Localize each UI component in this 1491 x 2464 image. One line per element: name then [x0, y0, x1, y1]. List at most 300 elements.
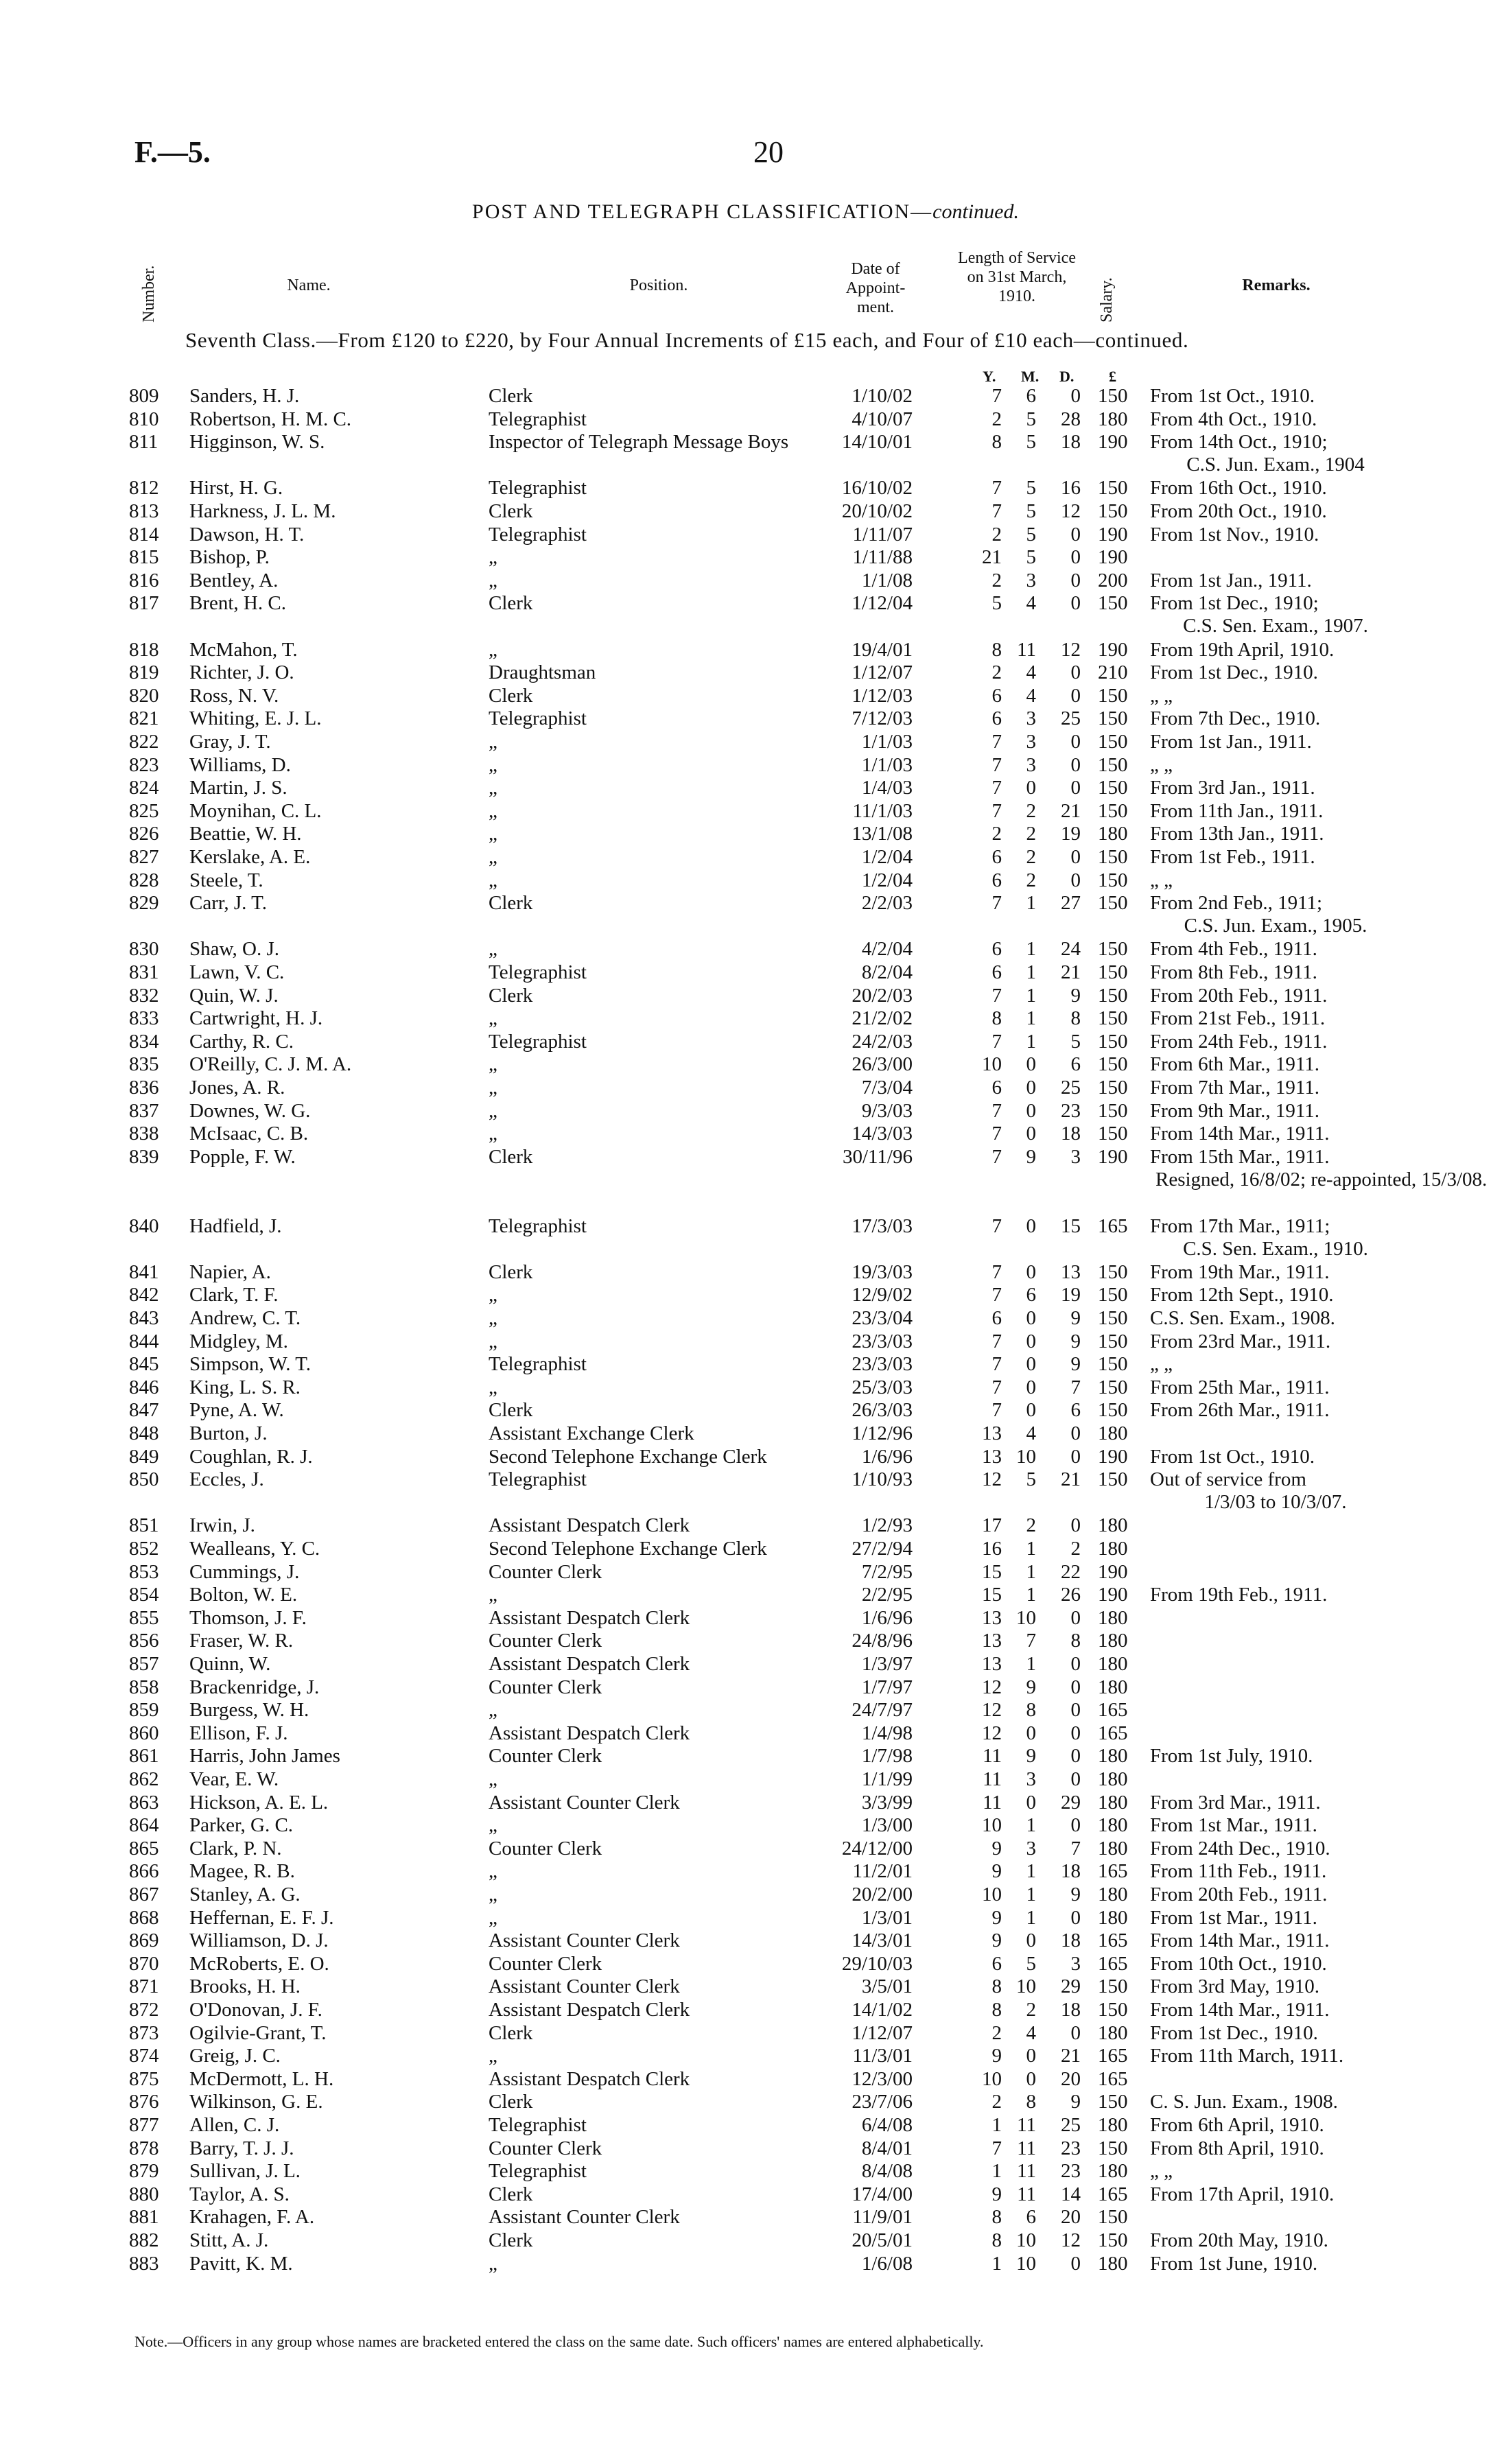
row-days: 0	[1070, 385, 1081, 407]
row-name: Jones, A. R.	[189, 1077, 285, 1099]
row-number: 840	[129, 1215, 159, 1237]
row-remarks: From 3rd Mar., 1911.	[1150, 1792, 1321, 1814]
row-days: 0	[1070, 592, 1081, 614]
row-remarks: From 11th Jan., 1911.	[1150, 800, 1324, 822]
row-remarks: Out of service from	[1150, 1468, 1306, 1490]
row-months: 2	[1026, 1514, 1036, 1536]
row-salary: 150	[1098, 385, 1128, 407]
row-days: 3	[1070, 1146, 1081, 1168]
row-date: 1/10/93	[852, 1468, 913, 1490]
row-salary: 165	[1098, 1953, 1128, 1975]
row-salary: 165	[1098, 1699, 1128, 1721]
row-date: 1/12/04	[852, 592, 913, 614]
row-salary: 190	[1098, 1146, 1128, 1168]
row-months: 5	[1026, 431, 1036, 453]
row-number: 836	[129, 1077, 159, 1099]
row-position: „	[489, 1100, 497, 1122]
row-years: 7	[991, 731, 1002, 753]
row-salary: 180	[1098, 1838, 1128, 1859]
row-name: Sanders, H. J.	[189, 385, 300, 407]
row-days: 8	[1070, 1630, 1081, 1652]
row-date: 8/2/04	[861, 961, 913, 983]
row-years: 8	[991, 1007, 1002, 1029]
row-date: 20/2/03	[852, 985, 913, 1007]
header-position: Position.	[629, 277, 688, 294]
row-number: 852	[129, 1538, 159, 1560]
row-years: 6	[991, 707, 1002, 729]
row-date: 19/3/03	[852, 1261, 913, 1283]
row-years: 2	[991, 408, 1002, 430]
row-salary: 150	[1098, 1307, 1128, 1329]
row-salary: 180	[1098, 1653, 1128, 1675]
row-days: 8	[1070, 1007, 1081, 1029]
row-months: 1	[1026, 1860, 1036, 1882]
row-salary: 150	[1098, 500, 1128, 522]
row-days: 26	[1061, 1584, 1081, 1606]
row-months: 6	[1026, 1284, 1036, 1306]
row-remarks: From 20th May, 1910.	[1150, 2229, 1328, 2251]
row-salary: 150	[1098, 1330, 1128, 1352]
row-days: 22	[1061, 1561, 1081, 1583]
row-months: 11	[1017, 639, 1036, 661]
row-remarks-continued: C.S. Jun. Exam., 1905.	[1184, 915, 1367, 937]
row-date: 12/9/02	[852, 1284, 913, 1306]
row-date: 11/2/01	[852, 1860, 913, 1882]
row-name: Lawn, V. C.	[189, 961, 285, 983]
row-months: 0	[1026, 1330, 1036, 1352]
row-years: 6	[991, 938, 1002, 960]
row-years: 6	[991, 1307, 1002, 1329]
row-years: 7	[991, 985, 1002, 1007]
row-number: 855	[129, 1607, 159, 1629]
row-remarks: From 1st Jan., 1911.	[1150, 570, 1312, 591]
row-position: Assistant Exchange Clerk	[489, 1422, 694, 1444]
row-position: Telegraphist	[489, 524, 587, 545]
row-salary: 180	[1098, 1768, 1128, 1790]
row-number: 878	[129, 2137, 159, 2159]
row-years: 2	[991, 2022, 1002, 2044]
row-date: 1/2/04	[861, 846, 913, 868]
row-years: 7	[991, 1100, 1002, 1122]
row-years: 9	[991, 1907, 1002, 1929]
row-salary: 150	[1098, 846, 1128, 868]
row-salary: 180	[1098, 1630, 1128, 1652]
row-months: 5	[1026, 1953, 1036, 1975]
row-date: 1/4/03	[861, 777, 913, 799]
row-name: Ellison, F. J.	[189, 1722, 288, 1744]
row-salary: 150	[1098, 1031, 1128, 1053]
row-position: „	[489, 1007, 497, 1029]
row-months: 9	[1026, 1745, 1036, 1767]
row-remarks-continued: C.S. Sen. Exam., 1907.	[1183, 615, 1368, 637]
unit-pound: £	[1109, 368, 1116, 385]
row-years: 7	[991, 1376, 1002, 1398]
row-years: 7	[991, 1146, 1002, 1168]
row-remarks: From 24th Feb., 1911.	[1150, 1031, 1328, 1053]
row-months: 0	[1026, 1261, 1036, 1283]
row-position: „	[489, 1584, 497, 1606]
row-name: Kerslake, A. E.	[189, 846, 311, 868]
row-days: 15	[1061, 1215, 1081, 1237]
row-salary: 180	[1098, 1422, 1128, 1444]
row-years: 7	[991, 1330, 1002, 1352]
row-remarks: C. S. Jun. Exam., 1908.	[1150, 2091, 1338, 2113]
row-months: 0	[1026, 1100, 1036, 1122]
row-position: „	[489, 546, 497, 568]
row-days: 18	[1061, 431, 1081, 453]
row-date: 2/2/95	[861, 1584, 913, 1606]
row-months: 1	[1026, 961, 1036, 983]
header-service: Length of Service on 31st March, 1910.	[958, 249, 1076, 305]
row-salary: 180	[1098, 1792, 1128, 1814]
row-salary: 180	[1098, 823, 1128, 845]
row-remarks: From 1st June, 1910.	[1150, 2253, 1318, 2275]
row-position: Clerk	[489, 2183, 533, 2205]
row-position: Clerk	[489, 500, 533, 522]
table-row	[0, 1468, 1491, 1514]
row-days: 0	[1070, 1699, 1081, 1721]
row-name: Stitt, A. J.	[189, 2229, 269, 2251]
row-position: „	[489, 823, 497, 845]
row-position: Counter Clerk	[489, 1953, 602, 1975]
row-position: Clerk	[489, 1146, 533, 1168]
row-position: „	[489, 1768, 497, 1790]
row-months: 1	[1026, 892, 1036, 914]
row-position: „	[489, 2045, 497, 2067]
row-date: 11/9/01	[852, 2206, 913, 2228]
row-salary: 150	[1098, 938, 1128, 960]
row-date: 9/3/03	[861, 1100, 913, 1122]
row-name: Irwin, J.	[189, 1514, 255, 1536]
row-name: Cummings, J.	[189, 1561, 300, 1583]
row-years: 6	[991, 685, 1002, 707]
row-date: 1/1/03	[861, 754, 913, 776]
row-months: 0	[1026, 2068, 1036, 2090]
row-name: Hirst, H. G.	[189, 477, 283, 499]
row-years: 7	[991, 1399, 1002, 1421]
row-remarks: From 16th Oct., 1910.	[1150, 477, 1327, 499]
row-months: 6	[1026, 2206, 1036, 2228]
row-number: 882	[129, 2229, 159, 2251]
row-position: „	[489, 1330, 497, 1352]
row-remarks: From 1st Oct., 1910.	[1150, 385, 1315, 407]
row-salary: 150	[1098, 1399, 1128, 1421]
row-remarks: From 1st Feb., 1911.	[1150, 846, 1315, 868]
row-salary: 150	[1098, 2206, 1128, 2228]
header-remarks: Remarks.	[1242, 277, 1311, 294]
row-days: 12	[1061, 639, 1081, 661]
row-days: 9	[1070, 1884, 1081, 1905]
row-remarks: From 1st July, 1910.	[1150, 1745, 1313, 1767]
row-remarks: „ „	[1150, 2160, 1173, 2182]
row-number: 847	[129, 1399, 159, 1421]
row-position: Clerk	[489, 2022, 533, 2044]
row-months: 11	[1017, 2183, 1036, 2205]
title-continued: continued.	[932, 200, 1019, 223]
row-name: Dawson, H. T.	[189, 524, 305, 545]
row-remarks: From 4th Oct., 1910.	[1150, 408, 1317, 430]
row-days: 19	[1061, 1284, 1081, 1306]
row-position: Assistant Despatch Clerk	[489, 1722, 690, 1744]
row-date: 1/11/07	[852, 524, 913, 545]
row-number: 857	[129, 1653, 159, 1675]
row-days: 0	[1070, 869, 1081, 891]
row-position: „	[489, 1814, 497, 1836]
row-remarks: „ „	[1150, 869, 1173, 891]
row-days: 7	[1070, 1376, 1081, 1398]
row-remarks: From 1st Oct., 1910.	[1150, 1446, 1315, 1468]
row-years: 8	[991, 1975, 1002, 1997]
row-date: 1/1/99	[861, 1768, 913, 1790]
row-date: 1/6/96	[861, 1446, 913, 1468]
row-salary: 190	[1098, 524, 1128, 545]
row-months: 10	[1016, 2253, 1036, 2275]
row-remarks-continued: C.S. Jun. Exam., 1904	[1186, 454, 1365, 476]
row-number: 844	[129, 1330, 159, 1352]
row-name: McRoberts, E. O.	[189, 1953, 329, 1975]
row-years: 13	[982, 1446, 1002, 1468]
row-days: 0	[1070, 1653, 1081, 1675]
row-number: 809	[129, 385, 159, 407]
row-salary: 150	[1098, 731, 1128, 753]
row-days: 6	[1070, 1399, 1081, 1421]
row-years: 21	[982, 546, 1002, 568]
row-remarks: From 26th Mar., 1911.	[1150, 1399, 1330, 1421]
row-months: 10	[1016, 2229, 1036, 2251]
row-years: 8	[991, 2229, 1002, 2251]
row-months: 2	[1026, 1999, 1036, 2021]
row-salary: 150	[1098, 1284, 1128, 1306]
row-position: Assistant Counter Clerk	[489, 1792, 680, 1814]
row-months: 2	[1026, 800, 1036, 822]
row-salary: 180	[1098, 1814, 1128, 1836]
row-remarks: From 13th Jan., 1911.	[1150, 823, 1324, 845]
row-name: Harkness, J. L. M.	[189, 500, 336, 522]
row-months: 2	[1026, 846, 1036, 868]
row-number: 814	[129, 524, 159, 545]
row-number: 819	[129, 661, 159, 683]
row-months: 5	[1026, 524, 1036, 545]
row-date: 13/1/08	[852, 823, 913, 845]
row-number: 822	[129, 731, 159, 753]
row-number: 879	[129, 2160, 159, 2182]
row-remarks: „ „	[1150, 685, 1173, 707]
row-date: 23/7/06	[852, 2091, 913, 2113]
row-position: Assistant Despatch Clerk	[489, 1653, 690, 1675]
row-months: 2	[1026, 869, 1036, 891]
row-years: 6	[991, 1077, 1002, 1099]
row-salary: 180	[1098, 1907, 1128, 1929]
row-name: Ogilvie-Grant, T.	[189, 2022, 327, 2044]
row-years: 12	[982, 1468, 1002, 1490]
row-number: 865	[129, 1838, 159, 1859]
row-date: 26/3/03	[852, 1399, 913, 1421]
row-days: 21	[1061, 1468, 1081, 1490]
row-years: 2	[991, 823, 1002, 845]
row-salary: 200	[1098, 570, 1128, 591]
row-salary: 165	[1098, 2183, 1128, 2205]
row-months: 0	[1026, 2045, 1036, 2067]
row-date: 7/2/95	[861, 1561, 913, 1583]
row-date: 23/3/03	[852, 1353, 913, 1375]
row-years: 10	[982, 1884, 1002, 1905]
row-position: Clerk	[489, 1399, 533, 1421]
row-days: 0	[1070, 1768, 1081, 1790]
row-number: 860	[129, 1722, 159, 1744]
row-months: 1	[1026, 938, 1036, 960]
row-name: Taylor, A. S.	[189, 2183, 290, 2205]
row-number: 820	[129, 685, 159, 707]
row-date: 20/2/00	[852, 1884, 913, 1905]
row-name: Clark, T. F.	[189, 1284, 279, 1306]
row-name: Andrew, C. T.	[189, 1307, 301, 1329]
row-days: 21	[1061, 961, 1081, 983]
row-number: 828	[129, 869, 159, 891]
row-years: 7	[991, 1031, 1002, 1053]
row-position: Assistant Despatch Clerk	[489, 2068, 690, 2090]
row-number: 830	[129, 938, 159, 960]
row-name: Steele, T.	[189, 869, 263, 891]
row-remarks: From 1st Mar., 1911.	[1150, 1907, 1317, 1929]
row-date: 23/3/03	[852, 1330, 913, 1352]
row-days: 18	[1061, 1123, 1081, 1145]
row-months: 5	[1026, 408, 1036, 430]
row-salary: 150	[1098, 1053, 1128, 1075]
row-remarks: From 20th Oct., 1910.	[1150, 500, 1327, 522]
row-months: 6	[1026, 385, 1036, 407]
row-salary: 150	[1098, 1077, 1128, 1099]
row-position: Draughtsman	[489, 661, 596, 683]
row-salary: 150	[1098, 1007, 1128, 1029]
row-days: 9	[1070, 1353, 1081, 1375]
row-name: Williamson, D. J.	[189, 1929, 329, 1951]
page-identifier: F.—5.	[134, 135, 211, 169]
row-date: 2/2/03	[861, 892, 913, 914]
row-months: 10	[1016, 1975, 1036, 1997]
row-days: 28	[1061, 408, 1081, 430]
header-number: Number.	[140, 265, 158, 322]
row-days: 0	[1070, 1514, 1081, 1536]
row-date: 12/3/00	[852, 2068, 913, 2090]
row-salary: 165	[1098, 1215, 1128, 1237]
row-position: Counter Clerk	[489, 1676, 602, 1698]
row-date: 20/10/02	[841, 500, 913, 522]
row-number: 842	[129, 1284, 159, 1306]
row-salary: 165	[1098, 1722, 1128, 1744]
row-months: 1	[1026, 1884, 1036, 1905]
row-date: 3/3/99	[861, 1792, 913, 1814]
row-days: 18	[1061, 1929, 1081, 1951]
row-number: 811	[129, 431, 159, 453]
row-days: 0	[1070, 1814, 1081, 1836]
row-name: Sullivan, J. L.	[189, 2160, 301, 2182]
row-number: 825	[129, 800, 159, 822]
row-name: Bishop, P.	[189, 546, 270, 568]
row-remarks: From 19th April, 1910.	[1150, 639, 1335, 661]
row-days: 9	[1070, 2091, 1081, 2113]
row-date: 1/3/00	[861, 1814, 913, 1836]
page-number: 20	[753, 135, 784, 169]
row-salary: 150	[1098, 869, 1128, 891]
row-years: 6	[991, 1953, 1002, 1975]
row-number: 859	[129, 1699, 159, 1721]
row-months: 9	[1026, 1146, 1036, 1168]
row-days: 23	[1061, 2160, 1081, 2182]
row-date: 30/11/96	[842, 1146, 913, 1168]
row-months: 0	[1026, 1123, 1036, 1145]
row-number: 876	[129, 2091, 159, 2113]
row-months: 5	[1026, 1468, 1036, 1490]
row-days: 7	[1070, 1838, 1081, 1859]
row-days: 25	[1061, 2114, 1081, 2136]
row-months: 4	[1026, 592, 1036, 614]
row-name: Stanley, A. G.	[189, 1884, 301, 1905]
row-remarks: From 21st Feb., 1911.	[1150, 1007, 1326, 1029]
row-name: Krahagen, F. A.	[189, 2206, 315, 2228]
row-position: Counter Clerk	[489, 1838, 602, 1859]
row-months: 4	[1026, 1422, 1036, 1444]
row-position: „	[489, 1307, 497, 1329]
row-days: 24	[1061, 938, 1081, 960]
row-position: Telegraphist	[489, 477, 587, 499]
unit-months: M.	[1021, 368, 1040, 385]
row-number: 845	[129, 1353, 159, 1375]
row-number: 815	[129, 546, 159, 568]
row-position: Clerk	[489, 2091, 533, 2113]
row-position: Second Telephone Exchange Clerk	[489, 1446, 767, 1468]
row-years: 9	[991, 2183, 1002, 2205]
table-row	[0, 2253, 1491, 2298]
row-name: McMahon, T.	[189, 639, 298, 661]
row-position: „	[489, 570, 497, 591]
row-name: Robertson, H. M. C.	[189, 408, 352, 430]
row-years: 7	[991, 477, 1002, 499]
row-salary: 165	[1098, 2068, 1128, 2090]
row-months: 4	[1026, 2022, 1036, 2044]
row-name: Downes, W. G.	[189, 1100, 311, 1122]
row-date: 1/11/88	[852, 546, 913, 568]
row-months: 0	[1026, 777, 1036, 799]
row-years: 10	[982, 1053, 1002, 1075]
row-months: 5	[1026, 477, 1036, 499]
row-position: Assistant Counter Clerk	[489, 1975, 680, 1997]
row-position: Clerk	[489, 985, 533, 1007]
row-date: 1/7/97	[861, 1676, 913, 1698]
row-name: Hickson, A. E. L.	[189, 1792, 329, 1814]
row-days: 18	[1061, 1999, 1081, 2021]
row-years: 6	[991, 846, 1002, 868]
row-number: 810	[129, 408, 159, 430]
row-remarks: From 1st Mar., 1911.	[1150, 1814, 1317, 1836]
row-number: 851	[129, 1514, 159, 1536]
row-date: 23/3/04	[852, 1307, 913, 1329]
row-name: Parker, G. C.	[189, 1814, 294, 1836]
row-date: 26/3/00	[852, 1053, 913, 1075]
unit-years: Y.	[983, 368, 996, 385]
row-salary: 210	[1098, 661, 1128, 683]
row-salary: 180	[1098, 408, 1128, 430]
row-position: Telegraphist	[489, 1031, 587, 1053]
row-name: Simpson, W. T.	[189, 1353, 312, 1375]
row-name: O'Reilly, C. J. M. A.	[189, 1053, 352, 1075]
row-years: 11	[983, 1792, 1002, 1814]
row-days: 0	[1070, 546, 1081, 568]
row-number: 872	[129, 1999, 159, 2021]
row-years: 16	[982, 1538, 1002, 1560]
row-name: Wealleans, Y. C.	[189, 1538, 320, 1560]
row-position: Telegraphist	[489, 2114, 587, 2136]
row-position: Clerk	[489, 385, 533, 407]
